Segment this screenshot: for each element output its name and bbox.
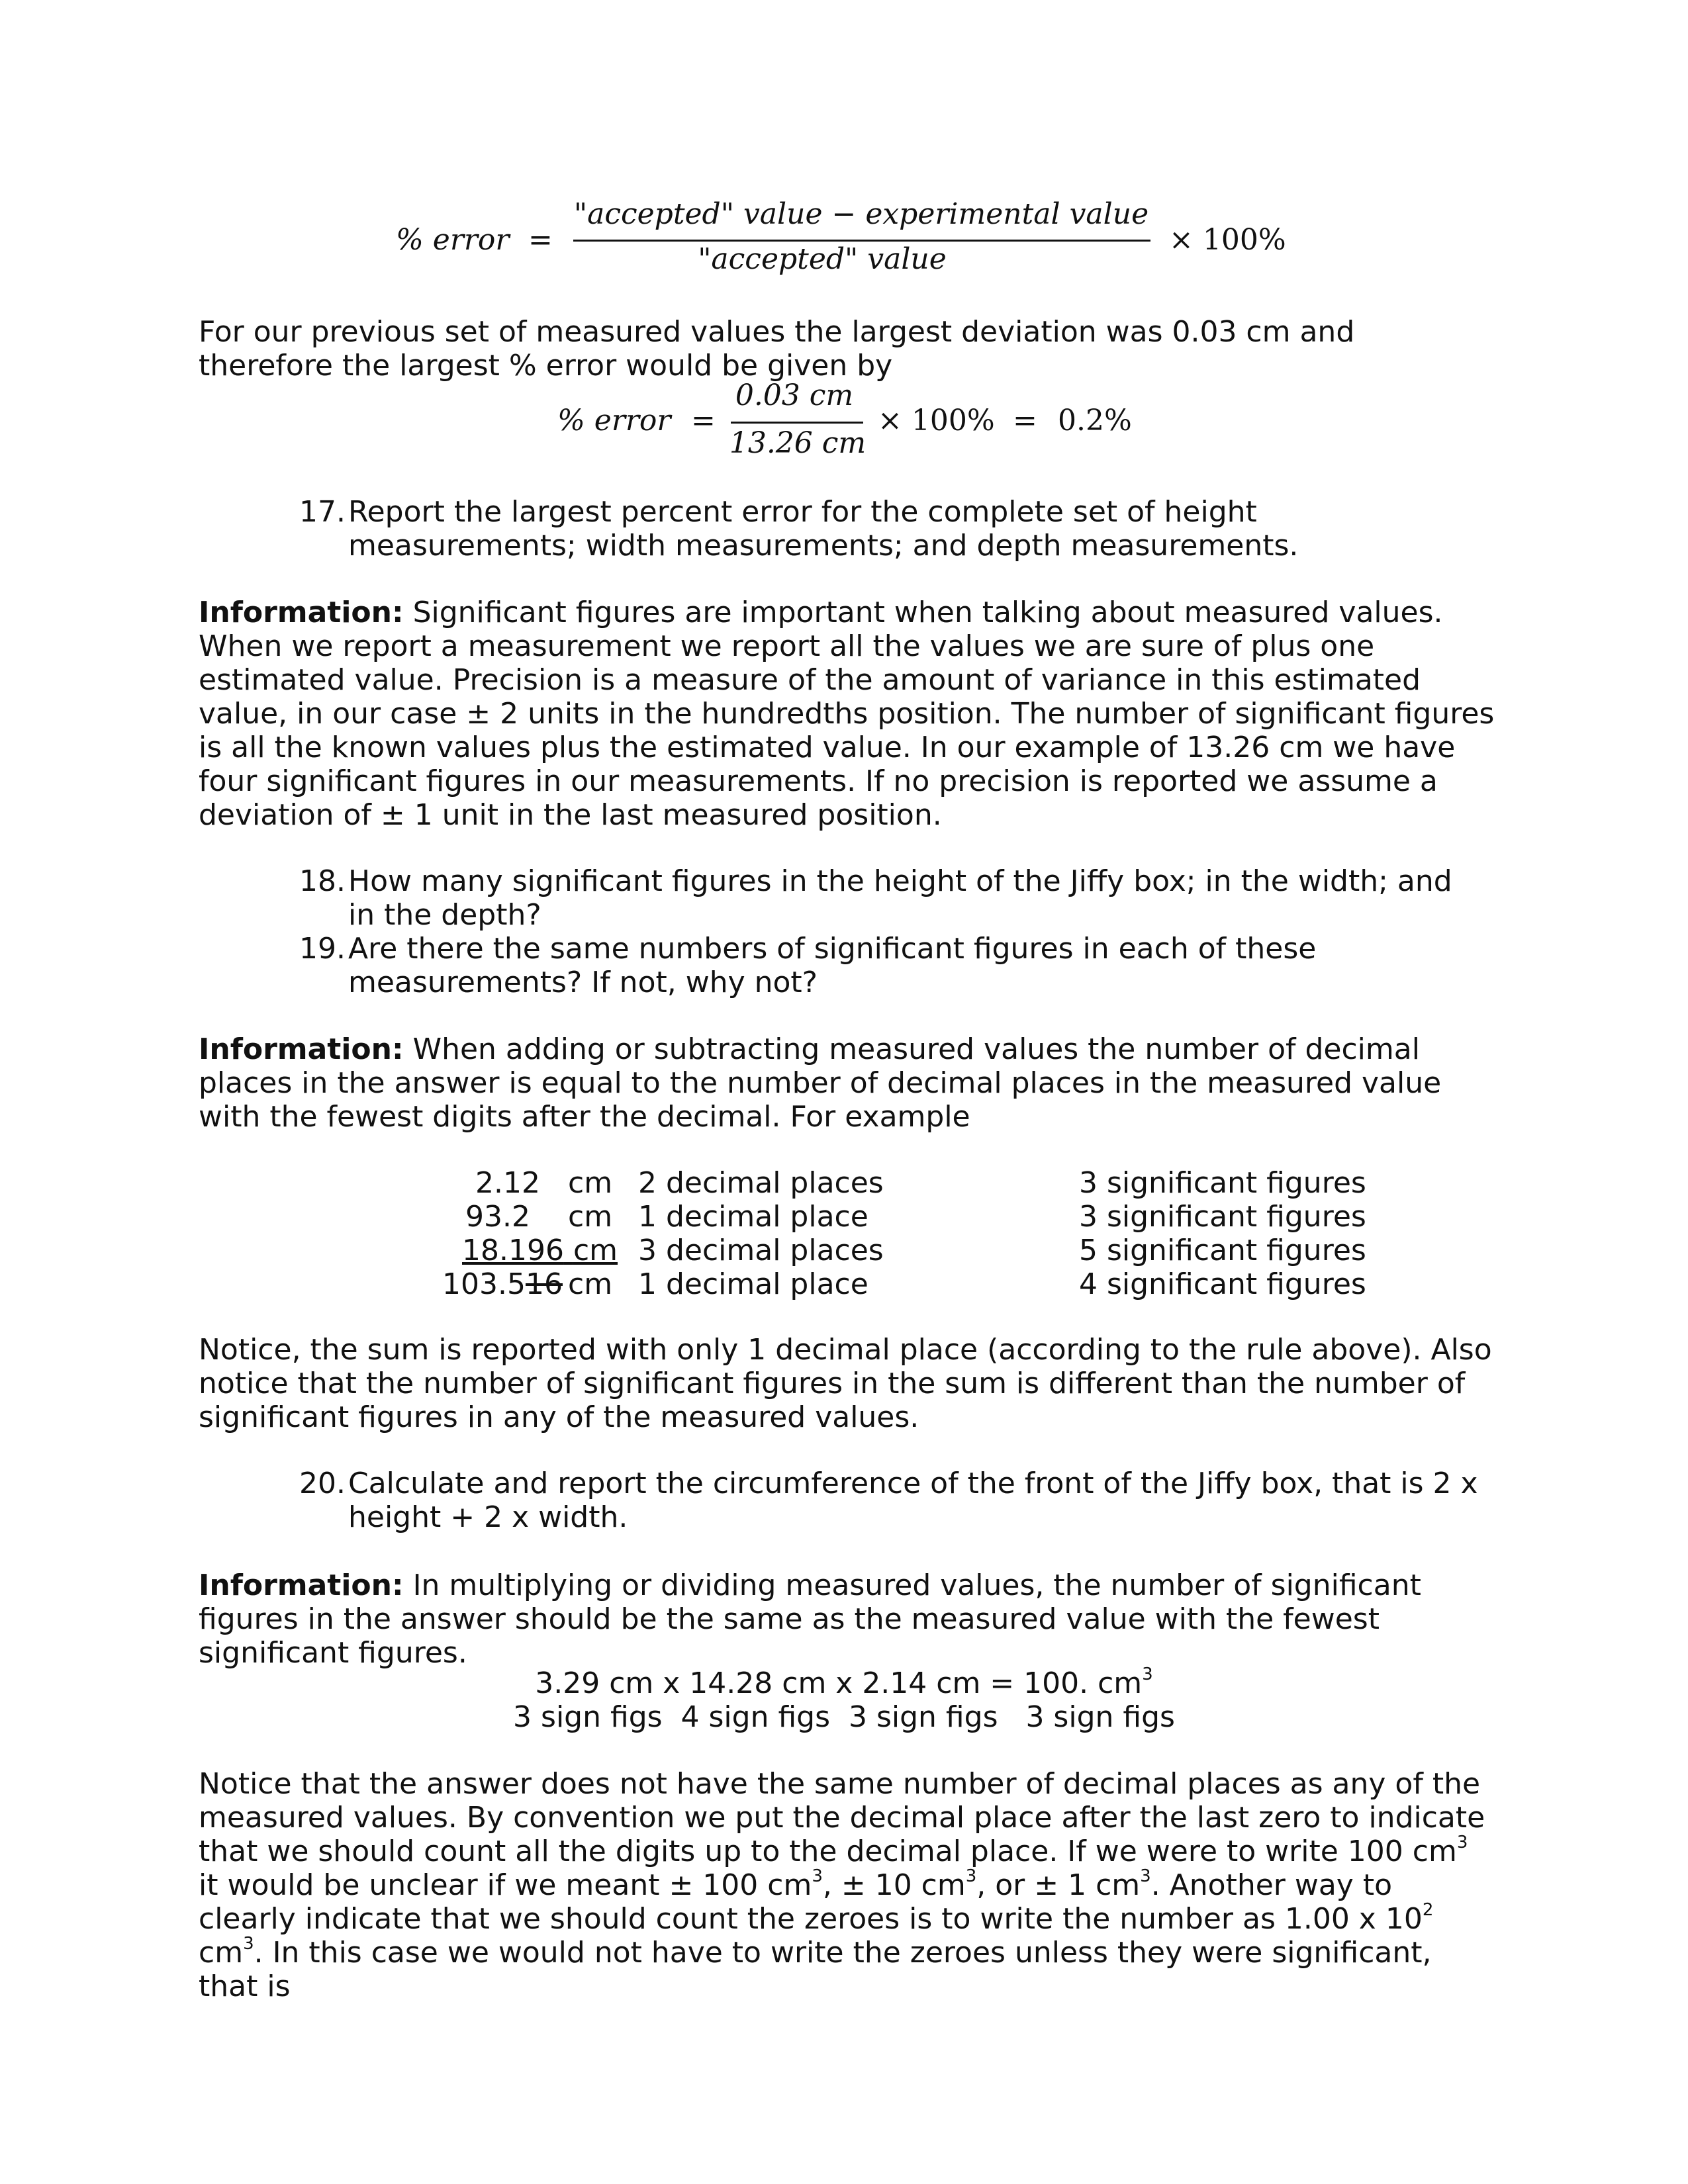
measured-value: 2.12 [475, 1166, 540, 1200]
formula-numerator: "accepted" value − experimental value [573, 197, 1149, 231]
notice-text: . In this case we would not have to write the zeroes unless they were significant, that is [199, 1936, 1432, 2003]
example-numerator: 0.03 cm [735, 379, 854, 412]
notice-text: . Another way to clearly indicate that we should count the zeroes is to write the number as 1.00 x 10 [199, 1868, 1423, 1936]
intro-paragraph: For our previous set of measured values the largest deviation was 0.03 cm and therefore the largest % error would be given by [199, 315, 1355, 383]
example-lhs: % error [557, 404, 671, 437]
notice-paragraph-sum: Notice, the sum is reported with only 1 decimal place (according to the rule above). Also notice that the number of significant figures in the sum is different than the number of significant figures in any of the measured values. [199, 1333, 1492, 1434]
question-18 [297, 864, 1488, 933]
information-label: Information: [199, 596, 404, 629]
example-denominator: 13.26 cm [729, 426, 867, 460]
percent-error-formula [0, 0, 1688, 291]
question-text: How many significant figures in the height of the Jiffy box; in the width; and in the depth? [348, 864, 1452, 932]
notice-paragraph-convention [199, 1767, 1496, 2003]
notice-text: , ± 10 cm [822, 1868, 966, 1902]
table-row [0, 1166, 1688, 1200]
example-fraction-bar [731, 422, 863, 424]
question-number: 18. [299, 864, 346, 898]
measured-value: 93.2 [465, 1200, 530, 1234]
example-equals: = [691, 404, 716, 437]
unit: cm [568, 1166, 613, 1200]
significant-figures: 4 significant figures [1079, 1267, 1366, 1301]
exponent: 3 [1456, 1833, 1468, 1853]
equation-exponent: 3 [1142, 1664, 1153, 1685]
decimal-places: 2 decimal places [638, 1166, 884, 1200]
unit: cm [568, 1200, 613, 1234]
multiplication-equation [0, 1666, 1688, 1700]
decimal-places: 1 decimal place [638, 1267, 868, 1301]
unit: cm [573, 1234, 618, 1267]
fraction-bar [573, 240, 1150, 242]
information-text: Significant figures are important when talking about measured values. When we report a measurement we report all the values we are sure of plus one estimated value. Precision is a measure of the amount of variance in this estimated value, in our case ± 2 units in the hundredths position. The number of significant figures is all the known values plus the estimated value. In our example of 13.26 cm we have four significant figures in our measurements. If no precision is reported we assume a deviation of ± 1 unit in the last measured position. [199, 596, 1495, 832]
notice-text: , or ± 1 cm [976, 1868, 1141, 1902]
information-multiplying [199, 1569, 1496, 1670]
sum-value [442, 1267, 563, 1301]
question-number: 19. [299, 932, 346, 966]
question-text: Calculate and report the circumference of the front of the Jiffy box, that is 2 x height + 2 x width. [348, 1467, 1478, 1534]
formula-lhs: % error [396, 223, 510, 257]
question-text: Report the largest percent error for the complete set of height measurements; width measurements; and depth measurements. [348, 495, 1299, 563]
question-19 [297, 932, 1488, 1001]
table-row [0, 1200, 1688, 1234]
information-text: In multiplying or dividing measured values, the number of significant figures in the answer should be the same as the measured value with the fewest significant figures. [199, 1569, 1421, 1670]
addition-example-table [0, 1166, 1688, 1305]
information-sig-figs [199, 596, 1496, 832]
significant-figures: 3 significant figures [1079, 1166, 1366, 1200]
significant-figures: 3 significant figures [1079, 1200, 1366, 1234]
notice-text: cm [199, 1936, 244, 1970]
struck-digits: 16 [525, 1267, 563, 1301]
sig-fig-counts: 3 sign figs 4 sign figs 3 sign figs 3 sign figs [513, 1700, 1175, 1734]
measured-value-underlined [462, 1234, 618, 1267]
notice-text: it would be unclear if we meant ± 100 cm [199, 1868, 812, 1902]
measured-value: 103.5 [442, 1267, 526, 1301]
multiplication-example [0, 1666, 1688, 1735]
question-number: 17. [299, 495, 346, 529]
information-adding [199, 1032, 1496, 1134]
exponent: 3 [1140, 1866, 1151, 1887]
information-text: When adding or subtracting measured values the number of decimal places in the answer is equal to the number of decimal places in the measured value with the fewest digits after the decimal. For example [199, 1032, 1442, 1134]
question-20 [297, 1467, 1488, 1535]
decimal-places: 3 decimal places [638, 1234, 884, 1267]
table-row [0, 1267, 1688, 1301]
equation-text: 3.29 cm x 14.28 cm x 2.14 cm = 100. cm [535, 1666, 1143, 1700]
example-result: 0.2% [1058, 404, 1132, 437]
formula-denominator: "accepted" value [698, 242, 947, 276]
measured-value: 18.196 [462, 1234, 564, 1267]
decimal-places: 1 decimal place [638, 1200, 868, 1234]
information-label: Information: [199, 1032, 404, 1066]
formula-equals: = [528, 223, 553, 257]
exponent: 3 [965, 1866, 977, 1887]
exponent: 3 [812, 1866, 823, 1887]
percent-error-example [0, 371, 1688, 470]
question-17 [297, 495, 1488, 564]
formula-times: × 100% [1169, 223, 1286, 257]
exponent: 2 [1422, 1900, 1434, 1921]
example-times: × 100% [878, 404, 995, 437]
table-row [0, 1234, 1688, 1267]
information-label: Information: [199, 1569, 404, 1602]
exponent: 3 [243, 1934, 254, 1954]
question-text: Are there the same numbers of significant figures in each of these measurements? If not, why not? [348, 932, 1317, 999]
question-number: 20. [299, 1467, 346, 1500]
unit: cm [568, 1267, 613, 1301]
notice-text: Notice that the answer does not have the same number of decimal places as any of the measured values. By convention we put the decimal place after the last zero to indicate that we should count all the digits up to the decimal place. If we were to write 100 cm [199, 1767, 1485, 1868]
significant-figures: 5 significant figures [1079, 1234, 1366, 1267]
example-equals-2: = [1013, 404, 1037, 437]
